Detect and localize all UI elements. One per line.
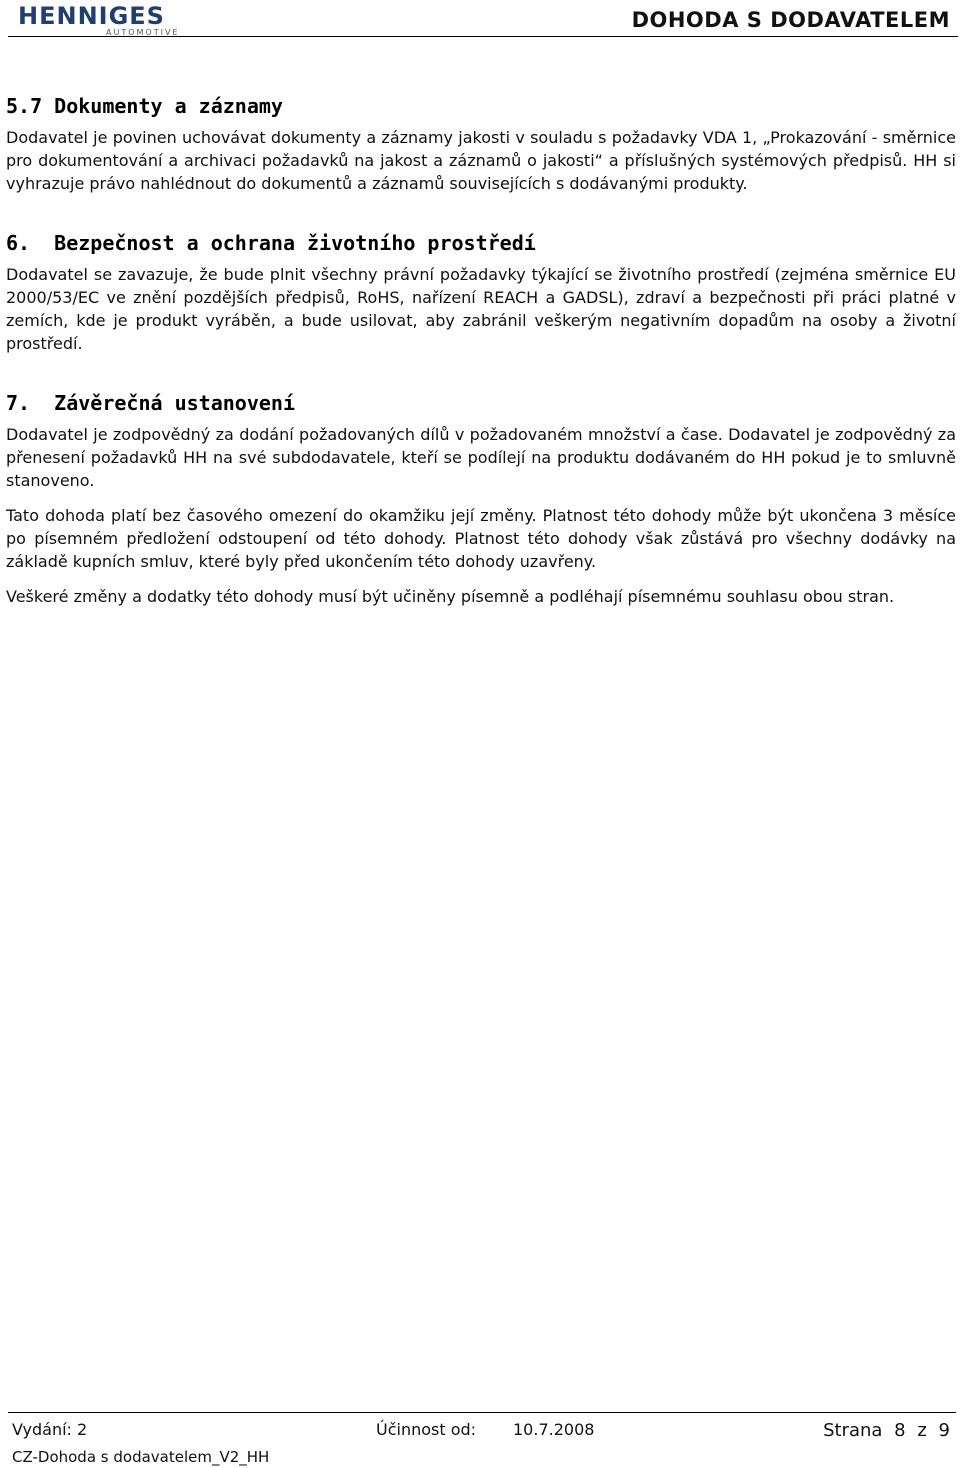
logo-wordmark: HENNIGES [18,2,165,30]
section-paragraph: Dodavatel je povinen uchovávat dokumenty a záznamy jakosti v souladu s požadavky VDA 1, „Prokazování - směrnice pro dokumentování a archivaci požadavků na jakost a záznamů o jakosti“ a příslušných systémových předpisů. HH si vyhrazuje právo nahlédnout do dokumentů a záznamů souvisejících s dodávanými produkty. [6,128,956,193]
section-5-7 [6,92,956,195]
page-label: Strana [823,1420,883,1441]
section-title: 7. Závěrečná ustanovení [6,391,295,415]
section-paragraph: Dodavatel je zodpovědný za dodání požadovaných dílů v požadovaném množství a čase. Dodavatel je zodpovědný za přenesení požadavků HH na své subdodavatele, kteří se podílejí na produktu dodávaném do HH pokud je to smluvně stanoveno. [6,425,956,490]
logo-subtext: AUTOMOTIVE [106,28,180,36]
spacer [6,207,956,229]
section-paragraph: Veškeré změny a dodatky této dohody musí být učiněny písemně a podléhají písemnému souhlasu obou stran. [6,587,895,606]
section-paragraph: Tato dohoda platí bez časového omezení do okamžiku její změny. Platnost této dohody může být ukončena 3 měsíce po písemném předložení odstoupení od této dohody. Platnost této dohody však zůstává pro všechny dodávky na základě kupních smluv, které byly před ukončením této dohody uzavřeny. [6,506,956,571]
document-title: DOHODA S DODAVATELEM [631,8,950,32]
page-separator: z [917,1420,927,1441]
footer-divider [8,1412,956,1413]
document-body [6,92,956,620]
henniges-logo-icon [16,2,191,36]
footer-effective-date: 10.7.2008 [513,1420,595,1439]
footer-issue: Vydání: 2 [12,1420,88,1439]
page-header [8,0,958,37]
footer-effective-label: Účinnost od: [376,1420,477,1439]
footer-document-name: CZ-Dohoda s dodavatelem_V2_HH [12,1448,270,1466]
section-title: 5.7 Dokumenty a záznamy [6,94,283,118]
page-footer [8,1412,958,1468]
footer-page-number [823,1420,950,1441]
section-paragraph: Dodavatel se zavazuje, že bude plnit všechny právní požadavky týkající se životního prostředí (zejména směrnice EU 2000/53/EC ve znění pozdějších předpisů, RoHS, nařízení REACH a GADSL), zdraví a bezpečnosti při práci platné v zemích, kde je produkt vyráběn, a bude usilovat, aby zabránil veškerým negativním dopadům na osoby a životní prostředí. [6,265,956,353]
section-6 [6,229,956,355]
section-title: 6. Bezpečnost a ochrana životního prostředí [6,231,536,255]
page-current: 8 [894,1420,906,1441]
section-7 [6,389,956,608]
page-total: 9 [938,1420,950,1441]
spacer [6,367,956,389]
